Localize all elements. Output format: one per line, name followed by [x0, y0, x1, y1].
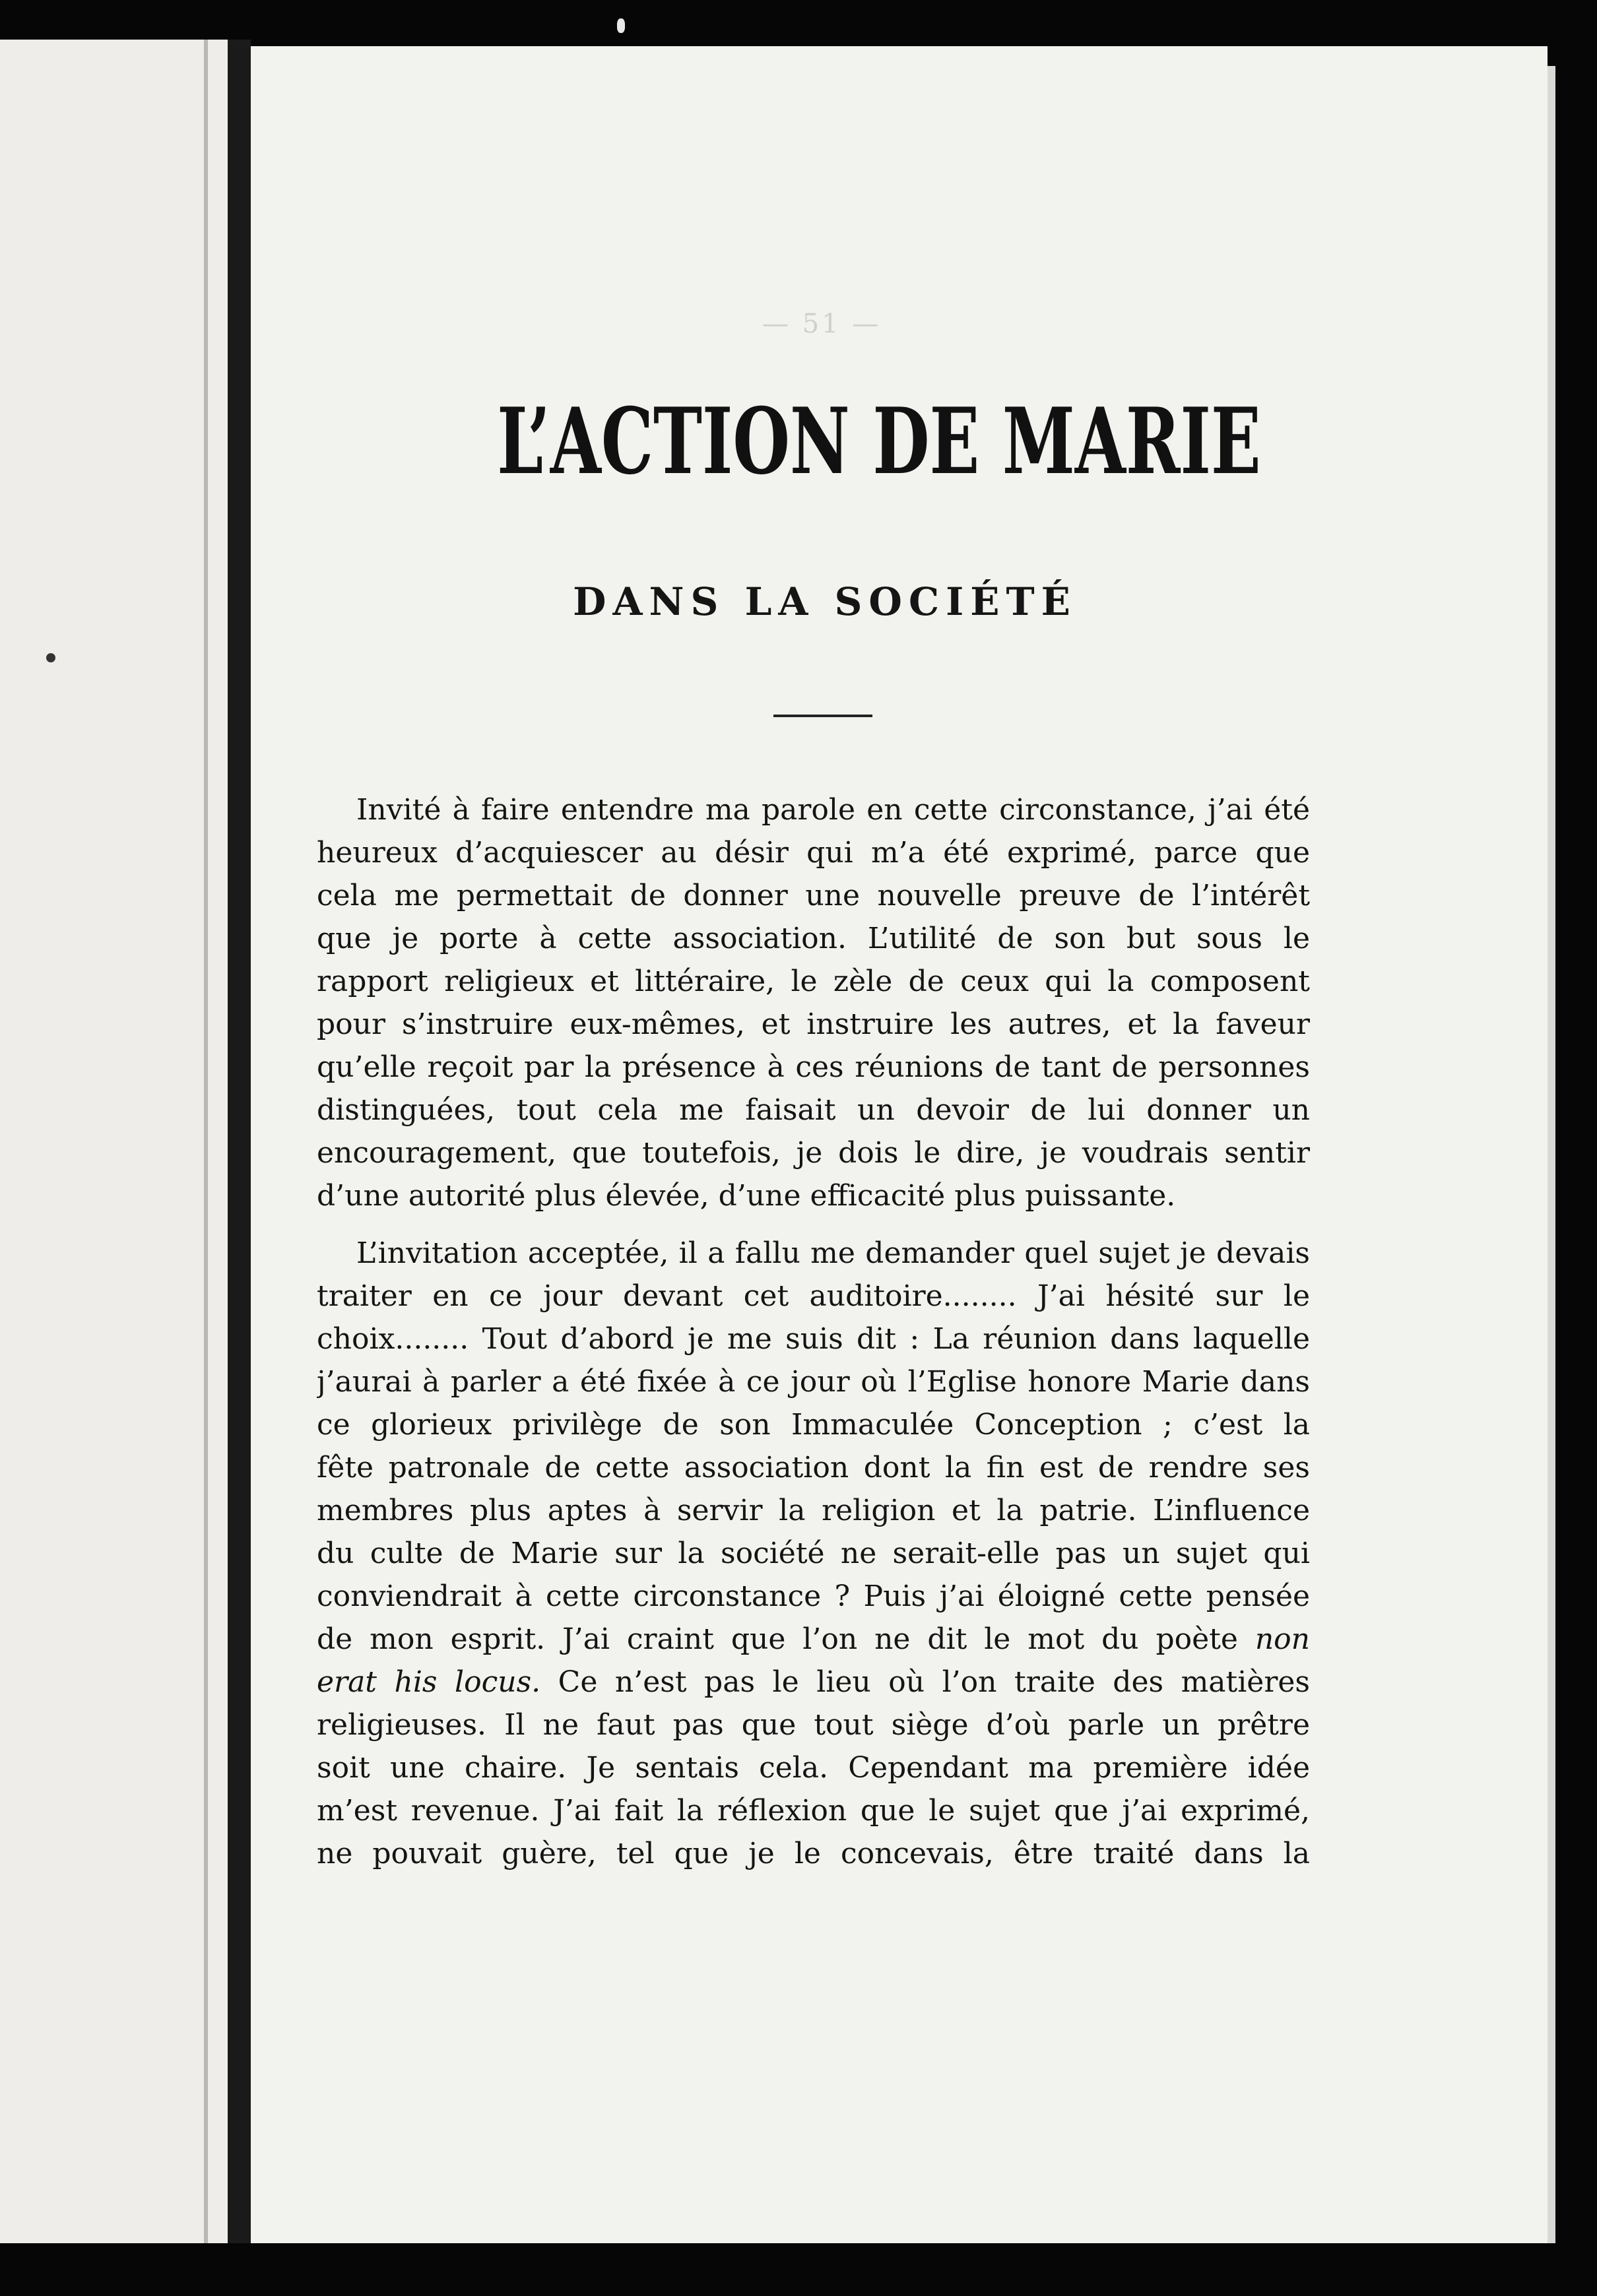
text-line: m’est revenue. J’ai fait la réflexion que le sujet que j’ai exprimé, — [317, 1794, 1310, 1828]
title-rule — [773, 715, 872, 717]
text-line: choix........ Tout d’abord je me suis dit : La réunion dans laquelle — [317, 1322, 1310, 1356]
text-line: encouragement, que toutefois, je dois le dire, je voudrais sentir — [317, 1136, 1310, 1170]
text-line: de mon esprit. J’ai craint que l’on ne dit le mot du poète non — [317, 1622, 1310, 1656]
text-line: que je porte à cette association. L’utilité de son but sous le — [317, 922, 1310, 955]
left-page-edge — [0, 40, 228, 2243]
body-text — [317, 788, 1310, 1875]
text-line: membres plus aptes à servir la religion et la patrie. L’influence — [317, 1494, 1310, 1527]
paragraph-2 — [317, 1232, 1310, 1875]
latin-quote: erat his locus. — [317, 1665, 541, 1699]
text-line: Invité à faire entendre ma parole en cette circonstance, j’ai été — [356, 793, 1310, 827]
latin-quote: non — [1255, 1622, 1310, 1656]
text-line: conviendrait à cette circonstance ? Puis j’ai éloigné cette pensée — [317, 1579, 1310, 1613]
text-line: du culte de Marie sur la société ne serait-elle pas un sujet qui — [317, 1537, 1310, 1570]
text-line: erat his locus. Ce n’est pas le lieu où l’on traite des matières — [317, 1665, 1310, 1699]
text-line: religieuses. Il ne faut pas que tout siège d’où parle un prêtre — [317, 1708, 1310, 1742]
text-line: ce glorieux privilège de son Immaculée Conception ; c’est la — [317, 1408, 1310, 1442]
faint-page-number: — 51 — — [762, 309, 882, 339]
text-line: d’une autorité plus élevée, d’une efficacité plus puissante. — [317, 1179, 1176, 1213]
text-line: j’aurai à parler a été fixée à ce jour où l’Eglise honore Marie dans — [317, 1365, 1310, 1399]
text-line: traiter en ce jour devant cet auditoire........ J’ai hésité sur le — [317, 1279, 1310, 1313]
text-line: qu’elle reçoit par la présence à ces réunions de tant de personnes — [317, 1050, 1310, 1084]
page-subtitle: DANS LA SOCIÉTÉ — [573, 579, 1077, 624]
text-line: ne pouvait guère, tel que je le concevais, être traité dans la — [317, 1837, 1310, 1870]
text-line: distinguées, tout cela me faisait un devoir de lui donner un — [317, 1093, 1310, 1127]
text-line: heureux d’acquiescer au désir qui m’a été exprimé, parce que — [317, 836, 1310, 870]
text-line: soit une chaire. Je sentais cela. Cependant ma première idée — [317, 1751, 1310, 1785]
text-line: rapport religieux et littéraire, le zèle de ceux qui la composent — [317, 965, 1310, 998]
right-page-edge — [1548, 66, 1555, 2243]
text-line: cela me permettait de donner une nouvelle preuve de l’intérêt — [317, 879, 1310, 912]
book-gutter — [228, 40, 251, 2243]
left-page-shadow — [204, 40, 208, 2243]
scan-speck — [617, 18, 625, 33]
text-line: fête patronale de cette association dont la fin est de rendre ses — [317, 1451, 1310, 1484]
paragraph-1 — [317, 788, 1310, 1217]
text-line: pour s’instruire eux-mêmes, et instruire les autres, et la faveur — [317, 1007, 1310, 1041]
text-line: L’invitation acceptée, il a fallu me demander quel sujet je devais — [356, 1236, 1310, 1270]
page-title: L’ACTION DE MARIE — [497, 387, 1261, 495]
left-page-mark — [46, 653, 55, 662]
